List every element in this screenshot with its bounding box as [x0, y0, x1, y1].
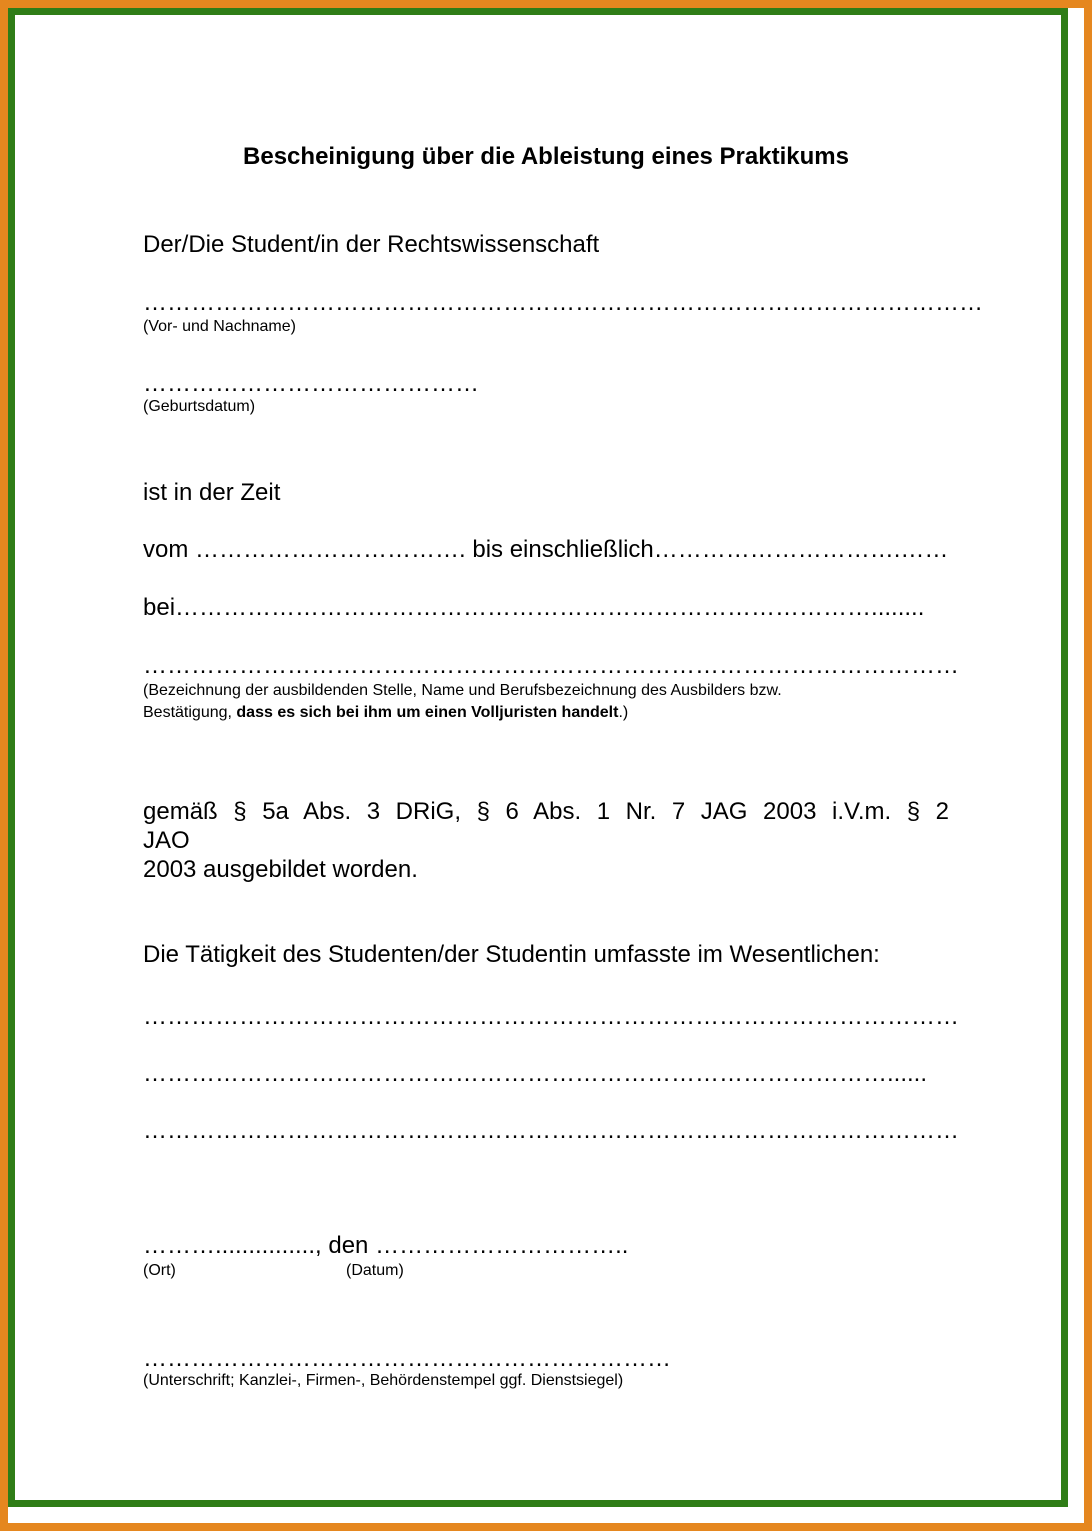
date-caption: (Datum) [346, 1262, 404, 1279]
place-date-line: ………..............., den ………………………….. [143, 1232, 629, 1259]
place-caption: (Ort) [143, 1262, 176, 1279]
legal-basis-line-1 [143, 797, 949, 855]
legal-basis-text-1: gemäß § 5a Abs. 3 DRiG, § 6 Abs. 1 Nr. 7 JAG 2003 i.V.m. § 2 JAO [143, 798, 949, 854]
organisation-line: ………………………………………………………………………………………… [143, 652, 959, 679]
organisation-caption-bold: dass es sich bei ihm um einen Volljuristen handelt [236, 704, 619, 721]
organisation-caption [143, 680, 949, 724]
intro-text: Der/Die Student/in der Rechtswissenschaft [143, 231, 600, 258]
birthdate-caption: (Geburtsdatum) [143, 398, 256, 415]
training-place-line: bei……………………………………………………………………………........ [143, 594, 925, 621]
organisation-caption-suffix: .) [618, 704, 629, 721]
activity-line-1: ………………………………………………………………………………………… [143, 1003, 959, 1030]
activity-line-2: …………………………………………………………………………………...... [143, 1060, 928, 1087]
signature-line: ………………………………………………………… [143, 1345, 671, 1372]
document-title: Bescheinigung über die Ableistung eines Praktikums [243, 143, 849, 170]
name-line: …………………………………………………………………………………………… [143, 289, 983, 316]
activity-heading: Die Tätigkeit des Studenten/der Studentin umfasste im Wesentlichen: [143, 941, 880, 968]
organisation-caption-line-1 [143, 680, 949, 702]
organisation-caption-prefix: Bestätigung, [143, 704, 237, 721]
birthdate-line: …………………………………… [143, 370, 479, 397]
signature-caption: (Unterschrift; Kanzlei-, Firmen-, Behördenstempel ggf. Dienstsiegel) [143, 1372, 624, 1389]
activity-line-3: ………………………………………………………………………………………… [143, 1117, 959, 1144]
legal-basis [143, 797, 949, 884]
period-intro: ist in der Zeit [143, 479, 281, 506]
organisation-caption-line-2 [143, 702, 949, 724]
name-caption: (Vor- und Nachname) [143, 318, 296, 335]
legal-basis-line-2: 2003 ausgebildet worden. [143, 856, 418, 883]
organisation-caption-text-1: (Bezeichnung der ausbildenden Stelle, Name und Berufsbezeichnung des Ausbilders bzw. [143, 682, 782, 699]
period-line: vom ……………………………. bis einschließlich………………………….…… [143, 536, 949, 563]
